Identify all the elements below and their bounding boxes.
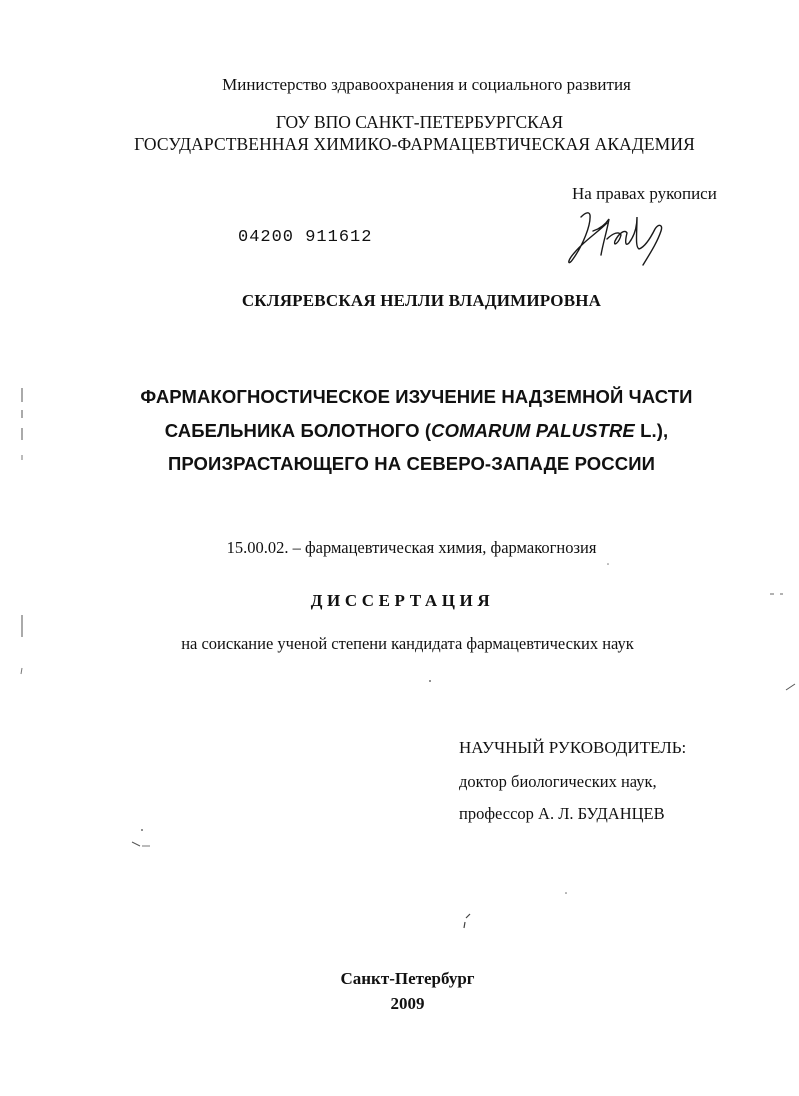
- supervisor-degree: доктор биологических наук,: [459, 772, 657, 791]
- supervisor-name: профессор А. Л. БУДАНЦЕВ: [459, 804, 665, 823]
- title-line-2-suffix: L.),: [634, 420, 669, 441]
- year: 2009: [390, 994, 425, 1013]
- institution-line-2: ГОСУДАРСТВЕННАЯ ХИМИКО-ФАРМАЦЕВТИЧЕСКАЯ АКАДЕМИЯ: [134, 134, 695, 154]
- title-line-1: ФАРМАКОГНОСТИЧЕСКОЕ ИЗУЧЕНИЕ НАДЗЕМНОЙ ЧАСТИ: [140, 386, 693, 407]
- title-latin-name: COMARUM PALUSTRE: [431, 420, 635, 441]
- institution-line-1: ГОУ ВПО САНКТ-ПЕТЕРБУРГСКАЯ: [275, 112, 564, 132]
- city: Санкт-Петербург: [340, 969, 475, 988]
- title-line-2-prefix: САБЕЛЬНИКА БОЛОТНОГО (: [164, 420, 432, 441]
- author-name: СКЛЯРЕВСКАЯ НЕЛЛИ ВЛАДИМИРОВНА: [241, 291, 602, 310]
- title-line-3: ПРОИЗРАСТАЮЩЕГО НА СЕВЕРО-ЗАПАДЕ РОССИИ: [167, 453, 656, 474]
- title-line-2: [17, 420, 799, 442]
- document-type: ДИССЕРТАЦИЯ: [310, 591, 495, 610]
- specialty-code: 15.00.02. – фармацевтическая химия, фармакогнозия: [226, 538, 597, 557]
- rights-note: На правах рукописи: [572, 184, 717, 203]
- degree-purpose: на соискание ученой степени кандидата фармацевтических наук: [181, 634, 634, 653]
- ministry-name: Министерство здравоохранения и социального развития: [222, 75, 631, 94]
- registration-code: 04200 911612: [238, 228, 373, 247]
- signature-icon: [563, 203, 673, 269]
- supervisor-label: НАУЧНЫЙ РУКОВОДИТЕЛЬ:: [459, 738, 687, 757]
